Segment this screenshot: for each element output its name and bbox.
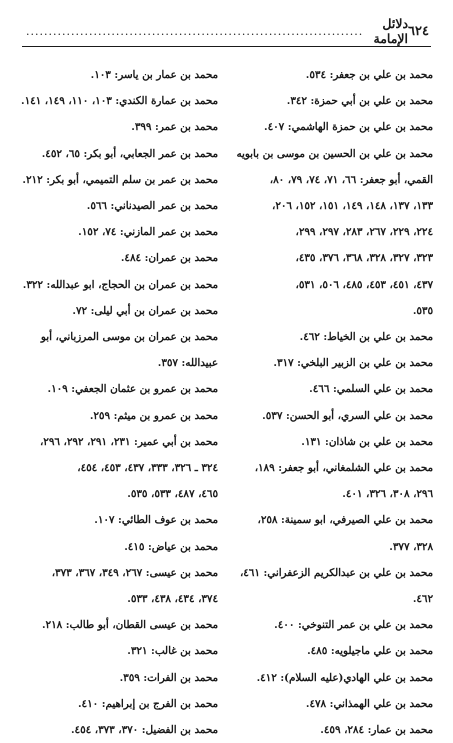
index-entry-line: ٢٢٤، ٢٢٩، ٢٦٧، ٢٨٣، ٢٩٧، ٢٩٩، xyxy=(295,226,433,239)
index-entry-line: ٤٦٢. xyxy=(412,593,433,606)
running-header xyxy=(24,16,429,46)
header-title-group xyxy=(24,16,408,46)
index-entry-line: محمد بن علي بن عبدالكريم الزعفراني: ٤٦١، xyxy=(239,566,433,579)
header-rule xyxy=(22,46,431,47)
index-entry-line: محمد بن الفرات: ٣٥٩. xyxy=(119,671,218,684)
index-entry-line: محمد بن عيسى: ٢٦٧، ٣٤٩، ٣٦٧، ٣٧٣، xyxy=(51,566,218,579)
index-entry-line: ٣٢٨، ٣٧٧. xyxy=(389,540,433,553)
index-entry-line: محمد بن عمارة الكندي: ١٠٣، ١١٠، ١٤٩، ١٤١. xyxy=(21,95,218,108)
index-entry-line: محمد بن علي بن الحسين بن موسى بن بابويه xyxy=(236,147,433,160)
index-entry-line: محمد بن عمر بن سلم التميمي، أبو بكر: ٢١٢. xyxy=(22,173,218,186)
index-entry-line: محمد بن عمران بن الحجاج، ابو عبدالله: ٣٢٢. xyxy=(22,278,218,291)
index-entry-line: محمد بن علي ماجيلويه: ٤٨٥. xyxy=(307,645,433,658)
index-entry-line: محمد بن علي بن حمزة الهاشمي: ٤٠٧. xyxy=(264,121,433,134)
index-entry-line: عبيدالله: ٣٥٧. xyxy=(157,357,218,370)
index-entry-line: ٥٣٥. xyxy=(412,304,433,317)
index-entry-line: محمد بن عمر المازني: ٧٤، ١٥٢. xyxy=(78,226,218,239)
index-entry-line: ١٣٣، ١٣٧، ١٤٨، ١٤٩، ١٥١، ١٥٢، ٢٠٦، xyxy=(271,200,433,213)
index-entry-line: ٢٩٦، ٣٠٨، ٣٢٦، ٤٠١. xyxy=(342,488,433,501)
index-entry-line: محمد بن علي الهمذاني: ٤٧٨. xyxy=(305,697,433,710)
index-entry-line: محمد بن علي بن الزبير البلخي: ٣١٧. xyxy=(273,357,433,370)
index-entry-line: ٣٢٣، ٣٢٧، ٣٢٨، ٣٦٨، ٣٧٦، ٤٣٥، xyxy=(295,252,433,265)
index-entry-line: محمد بن علي الصيرفي، ابو سمينة: ٢٥٨، xyxy=(257,514,433,527)
index-entry-line: محمد بن عمر الجعابي، أبو بكر: ٦٥، ٤٥٢. xyxy=(41,147,218,160)
index-entry-line: ٤٣٧، ٤٥١، ٤٥٣، ٤٨٥، ٥٠٦، ٥٣١، xyxy=(295,278,433,291)
index-entry-line: محمد بن عياض: ٤١٥. xyxy=(124,540,218,553)
index-entry-line: محمد بن الفضيل: ٣٧٠، ٣٧٣، ٤٥٤. xyxy=(70,724,218,737)
index-entry-line: محمد بن عمار بن ياسر: ١٠٣. xyxy=(90,69,218,81)
index-entry-line: محمد بن أبي عمير: ٢٣١، ٢٩١، ٢٩٢، ٢٩٦، xyxy=(39,435,218,448)
index-entry-line: محمد بن عمران بن أبي ليلى: ٧٢. xyxy=(72,304,218,317)
index-entry-line: محمد بن عوف الطائي: ١٠٧. xyxy=(94,514,218,527)
index-entry-line: ٤٦٥، ٤٨٧، ٥٣٣، ٥٣٥. xyxy=(127,488,218,501)
index-entry-line: محمد بن عيسى القطان، أبو طالب: ٢١٨. xyxy=(41,619,218,632)
index-entry-line: القمي، أبو جعفر: ٦٦، ٧١، ٧٤، ٧٩، ٨٠، xyxy=(269,173,433,186)
index-entry-line: محمد بن عمران بن موسى المرزباني، أبو xyxy=(40,331,218,344)
index-entry-line: محمد بن علي بن الخياط: ٤٦٢. xyxy=(299,331,433,344)
index-entry-line: محمد بن عمرو بن عثمان الجعفي: ١٠٩. xyxy=(47,383,218,396)
right-column xyxy=(233,62,433,743)
index-entry-line: محمد بن علي الشلمغاني، أبو جعفر: ١٨٩، xyxy=(254,462,433,475)
leader-dots: ........................................................................... xyxy=(26,24,364,38)
index-entry-line: محمد بن علي بن جعفر: ٥٣٤. xyxy=(305,69,433,81)
index-entry-line: محمد بن عمر الصيدناني: ٥٦٦. xyxy=(86,200,218,213)
index-entry-line: محمد بن غالب: ٣٢١. xyxy=(127,645,218,658)
index-entry-line: محمد بن علي بن أبي حمزة: ٣٤٢. xyxy=(286,95,433,108)
index-entry-line: محمد بن عمر: ٣٩٩. xyxy=(131,121,218,134)
index-entry-line: ٣٧٤، ٤٣٤، ٤٣٨، ٥٣٣. xyxy=(127,593,218,606)
index-entry-line: محمد بن عمران: ٤٨٤. xyxy=(120,252,218,265)
index-entry-line: محمد بن علي بن شاذان: ١٣١. xyxy=(301,435,433,448)
book-title: دلائل الإمامة xyxy=(373,16,409,46)
page-number: ٦٢٤ xyxy=(408,23,429,39)
index-entry-line: محمد بن الفرج بن إبراهيم: ٤١٠. xyxy=(77,697,218,710)
left-column xyxy=(18,62,218,743)
index-entry-line: ٣٢٤ ـ ٣٢٦، ٣٣٣، ٤٣٧، ٤٥٣، ٤٥٤، xyxy=(77,462,218,475)
index-entry-line: محمد بن علي الهادي(عليه السلام): ٤١٢. xyxy=(256,671,433,684)
index-entry-line: محمد بن عمار: ٢٨٤، ٤٥٩. xyxy=(320,724,433,737)
index-entry-line: محمد بن علي السري، أبو الحسن: ٥٣٧. xyxy=(262,409,433,422)
index-entry-line: محمد بن علي بن عمر التنوخي: ٤٠٠. xyxy=(274,619,433,632)
index-entry-line: محمد بن علي السلمي: ٤٦٦. xyxy=(309,383,433,396)
index-entry-line: محمد بن عمرو بن ميثم: ٢٥٩. xyxy=(89,409,218,422)
